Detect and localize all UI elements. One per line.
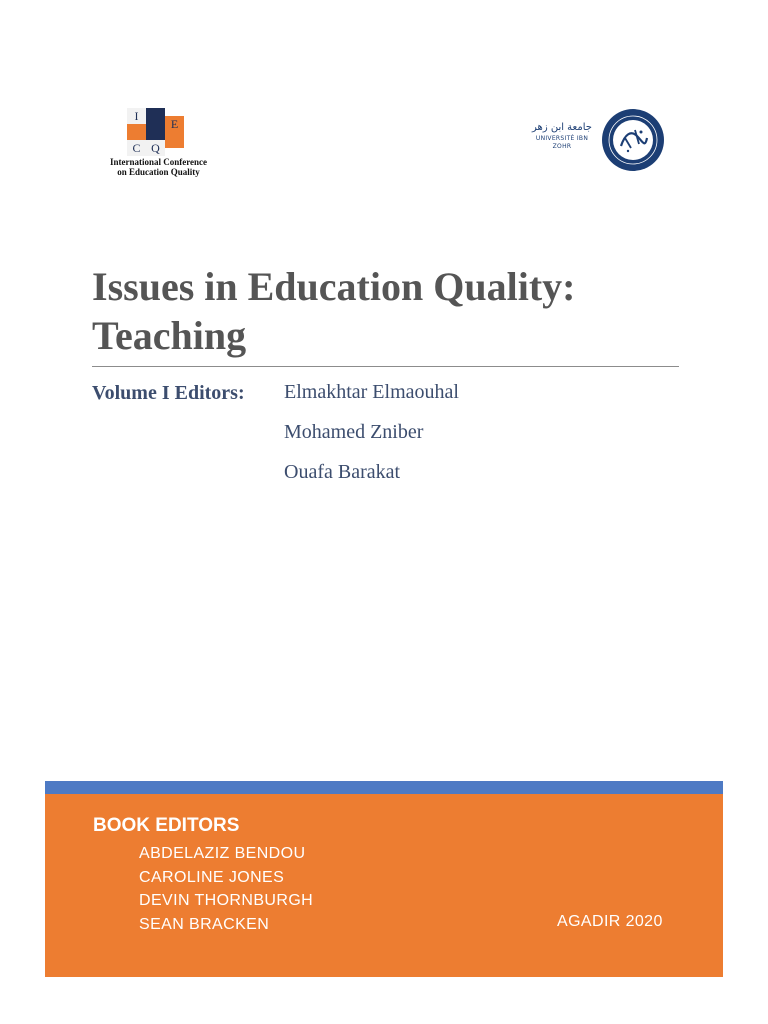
volume-editor: Mohamed Zniber [284,421,424,443]
footer-blue-band [45,781,723,794]
ieq-letter-i: I [127,108,146,124]
ieq-caption-line2: on Education Quality [117,167,200,177]
volume-editors-label: Volume I Editors: [92,382,245,404]
ieq-block-orange [127,124,146,140]
title-line-2: Teaching [92,313,247,358]
ieq-block-navy-2 [146,124,165,140]
volume-editor: Ouafa Barakat [284,461,401,483]
university-arabic-name: جامعة ابن زهر [532,122,592,133]
ieq-letter-e: E [165,116,184,132]
volume-editors-list [284,372,459,492]
book-editor: ABDELAZIZ BENDOU [139,845,306,862]
university-latin-name: UNIVERSITÉ IBN ZOHR [535,135,589,150]
ieq-letter-q: Q [146,140,165,156]
document-title [92,262,692,360]
ieq-block-navy [146,108,165,124]
ieq-letter-c: C [127,140,146,156]
ieq-caption-line1: International Conference [109,157,208,167]
book-editor: DEVIN THORNBURGH [139,892,314,909]
title-divider [92,366,679,367]
place-year: AGADIR 2020 [557,913,663,930]
book-editor: SEAN BRACKEN [139,915,270,933]
ieq-block-orange-2 [165,132,184,148]
ieq-caption [96,157,221,177]
book-editor: CAROLINE JONES [139,868,285,886]
book-editors-heading: BOOK EDITORS [93,815,240,836]
ieq-logo [96,105,221,180]
book-editors-list [139,842,313,936]
university-wordmark [527,122,597,154]
volume-editor: Elmakhtar Elmaouhal [284,381,459,403]
ieq-logo-mark [124,108,186,156]
university-seal-icon [601,108,665,172]
title-line-1: Issues in Education Quality: [92,264,576,309]
